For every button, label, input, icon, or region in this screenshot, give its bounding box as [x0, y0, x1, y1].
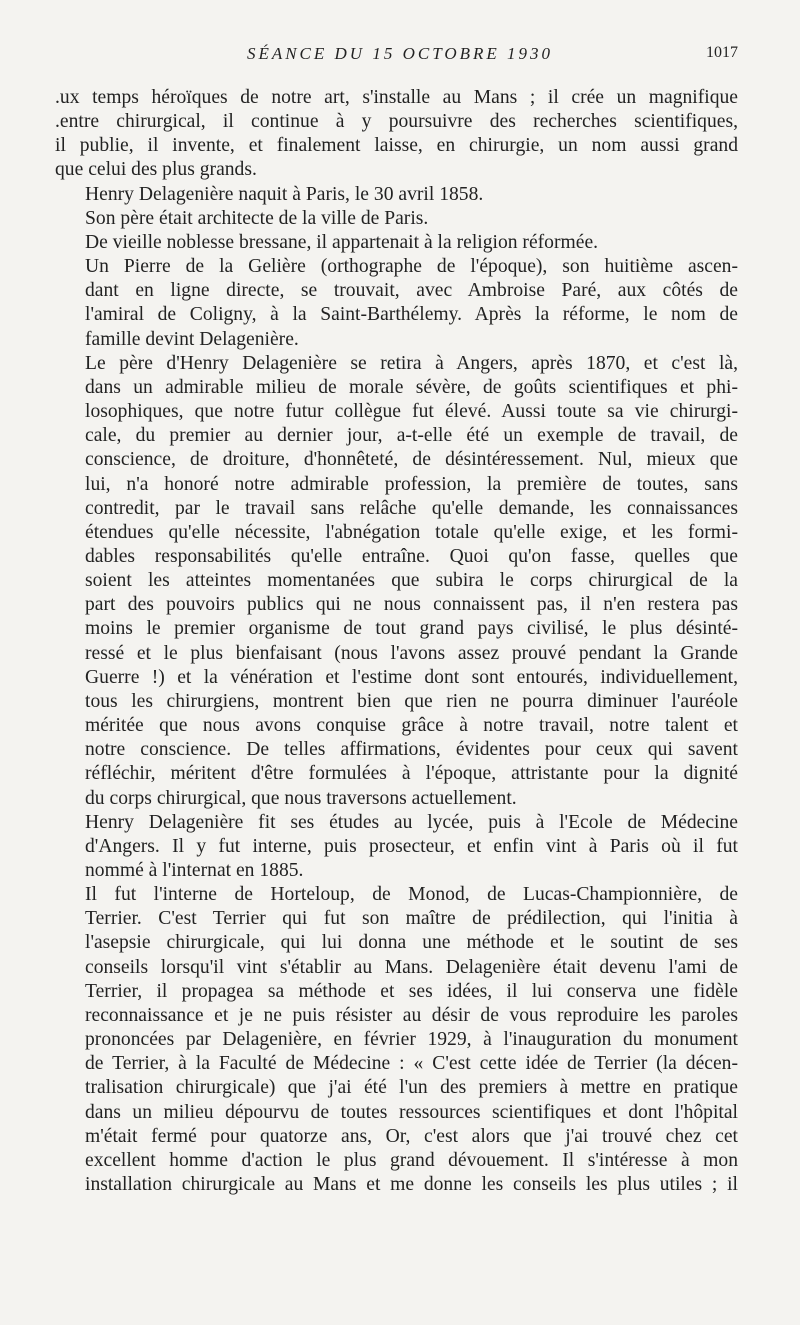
paragraph [55, 352, 738, 811]
running-head: SÉANCE DU 15 OCTOBRE 1930 [246, 44, 554, 63]
text-line: lui, n'a honoré notre admirable profession, la première de toutes, sans [85, 473, 738, 495]
text-line: Le père d'Henry Delagenière se retira à Angers, après 1870, et c'est là, [85, 352, 738, 374]
text-line: De vieille noblesse bressane, il appartenait à la religion réformée. [85, 231, 599, 253]
text-line: de Terrier, à la Faculté de Médecine : « C'est cette idée de Terrier (la décen- [85, 1053, 738, 1075]
text-line: ressé et le plus bienfaisant (nous l'avons assez prouvé pendant la Grande [85, 642, 738, 664]
text-line: m'était fermé pour quatorze ans, Or, c'est alors que j'ai trouvé chez cet [85, 1125, 738, 1147]
paragraph [55, 183, 738, 207]
text-line: .entre chirurgical, il continue à y poursuivre des recherches scientifiques, [55, 111, 738, 133]
text-line: .ux temps héroïques de notre art, s'installe au Mans ; il crée un magnifique [55, 87, 738, 108]
page-number: 1017 [706, 44, 738, 61]
text-line: installation chirurgicale au Mans et me donne les conseils les plus utiles ; il [85, 1174, 738, 1196]
text-line: excellent homme d'action le plus grand dévouement. Il s'intéresse à mon [85, 1149, 738, 1171]
text-line: Un Pierre de la Gelière (orthographe de l'époque), son huitième ascen- [85, 256, 738, 278]
text-line: réfléchir, méritent d'être formulées à l'époque, attristante pour la dignité [85, 763, 738, 785]
paragraph [55, 207, 738, 231]
text-line: conscience, de droiture, d'honnêteté, de désintéressement. Nul, mieux que [85, 449, 738, 471]
text-line: cale, du premier au dernier jour, a-t-elle été un exemple de travail, de [85, 425, 738, 447]
text-line: losophiques, que notre futur collègue fut élevé. Aussi toute sa vie chirurgi- [85, 401, 738, 423]
paragraph [55, 231, 738, 255]
text-line: soient les atteintes momentanées que subira le corps chirurgical de la [85, 570, 738, 592]
text-line: dans un milieu dépourvu de toutes ressources scientifiques et dont l'hôpital [85, 1101, 738, 1123]
text-line: Il fut l'interne de Horteloup, de Monod, de Lucas-Championnière, de [85, 884, 738, 906]
text-line: prononcées par Delagenière, en février 1929, à l'inauguration du monument [85, 1029, 738, 1051]
text-line: l'asepsie chirurgicale, qui lui donna une méthode et le soutint de ses [85, 932, 738, 954]
body-text [55, 86, 738, 1197]
text-line: conseils lorsqu'il vint s'établir au Mans. Delagenière était devenu l'ami de [85, 956, 738, 978]
text-line: dant en ligne directe, se trouvait, avec Ambroise Paré, aux côtés de [85, 280, 738, 302]
text-line: reconnaissance et je ne puis résister au désir de vous reproduire les paroles [85, 1004, 738, 1026]
text-line: famille devint Delagenière. [85, 328, 299, 350]
text-line: nommé à l'internat en 1885. [85, 860, 304, 881]
text-line: moins le premier organisme de tout grand pays civilisé, le plus désinté- [85, 618, 738, 640]
text-line: contredit, par le travail sans relâche qu'elle demande, les connaissances [85, 497, 738, 519]
text-line: Terrier. C'est Terrier qui fut son maître de prédilection, qui l'initia à [85, 908, 738, 930]
text-line: il publie, il invente, et finalement laisse, en chirurgie, un nom aussi grand [55, 135, 738, 157]
paragraph [55, 811, 738, 883]
text-line: du corps chirurgical, que nous traversons actuellement. [85, 787, 517, 809]
text-line: part des pouvoirs publics qui ne nous connaissent pas, il n'en restera pas [85, 594, 738, 616]
text-line: notre conscience. De telles affirmations, évidentes pour ceux qui savent [85, 739, 738, 761]
text-line: tralisation chirurgicale) que j'ai été l'un des premiers à mettre en pratique [85, 1077, 738, 1099]
text-line: dans un admirable milieu de morale sévère, de goûts scientifiques et phi- [85, 376, 738, 398]
paragraph [55, 255, 738, 352]
page-header [0, 44, 800, 68]
text-line: Henry Delagenière fit ses études au lycée, puis à l'Ecole de Médecine [85, 811, 738, 833]
text-line: tous les chirurgiens, montrent bien que rien ne pourra diminuer l'auréole [85, 690, 738, 712]
text-line: Terrier, il propagea sa méthode et ses idées, il lui conserva une fidèle [85, 980, 738, 1002]
text-line: étendues qu'elle nécessite, l'abnégation totale qu'elle exige, et les formi- [85, 521, 738, 543]
text-line: d'Angers. Il y fut interne, puis prosecteur, et enfin vint à Paris où il fut [85, 835, 738, 857]
text-line: que celui des plus grands. [55, 159, 257, 181]
paragraph [55, 883, 738, 1197]
text-line: dables responsabilités qu'elle entraîne. Quoi qu'on fasse, quelles que [85, 545, 738, 567]
text-line: Guerre !) et la vénération et l'estime dont sont entourés, individuellement, [85, 666, 738, 688]
text-line: méritée que nous avons conquise grâce à notre travail, notre talent et [85, 715, 738, 737]
paragraph [55, 86, 738, 183]
text-line: l'amiral de Coligny, à la Saint-Barthélemy. Après la réforme, le nom de [85, 304, 738, 326]
text-line: Henry Delagenière naquit à Paris, le 30 avril 1858. [85, 183, 484, 205]
text-line: Son père était architecte de la ville de Paris. [85, 207, 429, 229]
